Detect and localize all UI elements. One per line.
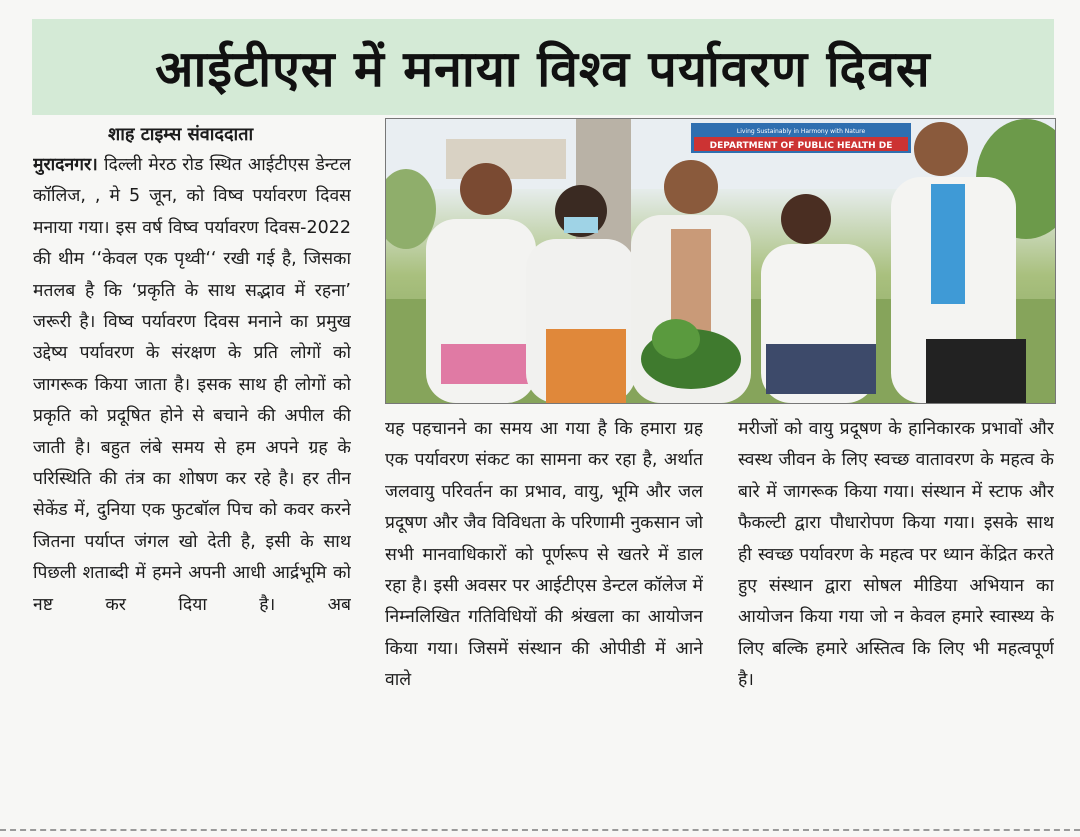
bottom-divider bbox=[0, 829, 1080, 831]
article-column-2: यह पहचानने का समय आ गया है कि हमारा ग्रह एक पर्यावरण संकट का सामना कर रहा है, अर्थात जलवायु परिवर्तन का प्रभाव, वायु, भूमि और जल प्रदूषण और जैव विविधता के परिणामी नुकसान जो सभी मानवाधिकारों को पूर्णरूप से खतरे में डाल रहा है। इसी अवसर पर आईटीएस डेन्टल कॉलेज में निम्नलिखित गतिविधियों की श्रंखला का आयोजन किया गया। जिसमें संस्थान की ओपीडी में आने वाले bbox=[385, 419, 703, 691]
photo-illustration bbox=[386, 119, 1055, 403]
news-photo bbox=[385, 118, 1056, 404]
banner-text: DEPARTMENT OF PUBLIC HEALTH DE bbox=[709, 141, 893, 151]
dateline: मुरादनगर। bbox=[33, 155, 98, 175]
headline-banner bbox=[32, 19, 1054, 115]
banner-subtext: Living Sustainably in Harmony with Nature bbox=[736, 128, 866, 135]
byline: शाह टाइम्स संवाददाता bbox=[108, 124, 254, 145]
article-column-1 bbox=[33, 150, 351, 815]
article-text-col1: दिल्ली मेरठ रोड स्थित आईटीएस डेन्टल कॉलिज, , मे 5 जून, को विष्व पर्यावरण दिवस मनाया गया। इस वर्ष विष्व पर्यावरण दिवस-2022 की थीम ‘‘केवल एक पृथ्वी‘‘ रखी गई है, जिसका मतलब है कि ‘प्रकृति के साथ सद्भाव में रहना’ जरूरी है। विष्व पर्यावरण दिवस मनाने का प्रमुख उद्देष्य पर्यावरण के संरक्षण के प्रति लोगों को जागरूक किया जाता है। इसक साथ ही लोगों को प्रकृति को प्रदूषित होने से बचाने की अपील की जाती है। बहुत लंबे समय से हम अपने ग्रह के परिस्थिति की तंत्र का शोषण कर रहे है। हर तीन सेकेंड में, दुनिया एक फुटबॉल पिच को कवर करने जितना पर्याप्त जंगल खो देती है, इसी के साथ पिछली शताब्दी में हमने अपनी आधी आर्द्रभूमि को नष्ट कर दिया है। अब bbox=[33, 155, 351, 615]
article-column-3: मरीजों को वायु प्रदूषण के हानिकारक प्रभावों और स्वस्थ जीवन के लिए स्वच्छ वातावरण के महत्व के बारे में जागरूक किया गया। संस्थान में स्टाफ और फैकल्टी द्वारा पौधारोपण किया गया। इसके साथ ही स्वच्छ पर्यावरण के महत्व पर ध्यान केंद्रित करते हुए संस्थान द्वारा सोषल मीडिया अभियान का आयोजन किया गया जो न केवल हमारे स्वास्थ्य के लिए बल्कि हमारे अस्तित्व कि लिए भी महत्वपूर्ण है। bbox=[738, 419, 1054, 691]
headline: आईटीएस में मनाया विश्व पर्यावरण दिवस bbox=[155, 40, 931, 98]
